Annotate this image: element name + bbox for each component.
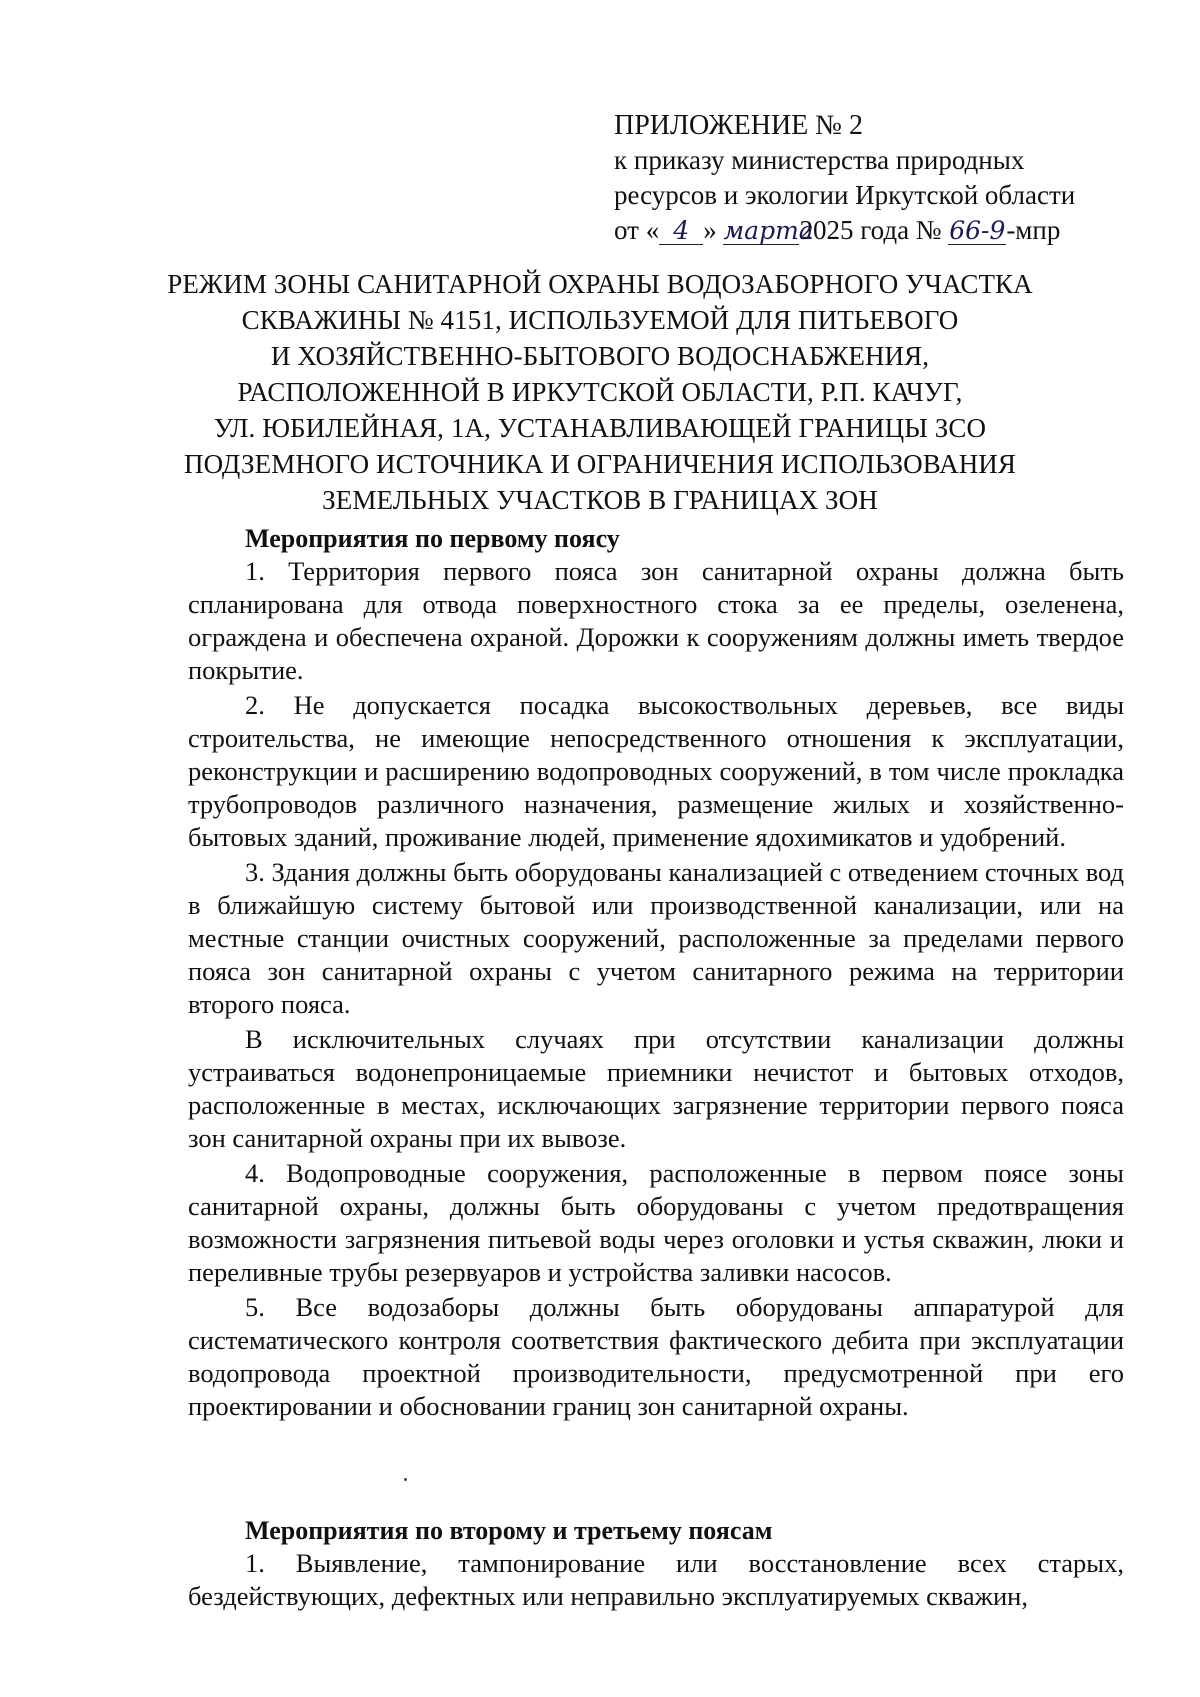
- appendix-line-2: ресурсов и экологии Иркутской области: [614, 180, 1076, 210]
- section-heading-second-third-zones: Мероприятия по второму и третьему поясам: [245, 1516, 773, 1545]
- handwritten-day: 4: [659, 218, 703, 245]
- appendix-header: [614, 108, 1134, 248]
- handwritten-order-number: 66-9: [949, 216, 1006, 245]
- paragraph: 1. Выявление, тампонирование или восстановление всех старых, бездействующих, дефектных или неправильно эксплуатируемых скважин,: [188, 1548, 1124, 1611]
- paragraph: 1. Территория первого пояса зон санитарной охраны должна быть спланирована для отвода поверхностного стока за ее пределы, озеленена, ограждена и обеспечена охраной. Дорожки к сооружениям должны иметь твердое покрытие.: [188, 556, 1124, 685]
- year-text: 2025 года №: [799, 215, 942, 245]
- handwritten-month: марта: [723, 216, 814, 245]
- title-line: И ХОЗЯЙСТВЕННО-БЫТОВОГО ВОДОСНАБЖЕНИЯ,: [270, 341, 930, 371]
- title-line: СКВАЖИНЫ № 4151, ИСПОЛЬЗУЕМОЙ ДЛЯ ПИТЬЕВОГО: [241, 305, 959, 335]
- date-mid: »: [703, 215, 717, 245]
- paragraph: 4. Водопроводные сооружения, расположенные в первом поясе зоны санитарной охраны, должны быть оборудованы с учетом предотвращения возможности загрязнения питьевой воды через оголовки и устья скважин, люки и переливные трубы резервуаров и устройства заливки насосов.: [188, 1158, 1124, 1287]
- section-body-second-third-zones: [188, 1547, 1124, 1613]
- scan-speck: [404, 1478, 407, 1481]
- date-prefix: от «: [614, 215, 660, 245]
- paragraph: 3. Здания должны быть оборудованы канализацией с отведением сточных вод в ближайшую систему бытовой или производственной канализации, или на местные станции очистных сооружений, расположенные за пределами первого пояса зон санитарной охраны с учетом санитарного режима на территории второго пояса.: [188, 857, 1124, 1019]
- paragraph: 5. Все водозаборы должны быть оборудованы аппаратурой для систематического контроля соответствия фактического дебита при эксплуатации водопровода проектной производительности, предусмотренной при его проектировании и обосновании границ зон санитарной охраны.: [188, 1292, 1124, 1421]
- title-line: РЕЖИМ ЗОНЫ САНИТАРНОЙ ОХРАНЫ ВОДОЗАБОРНОГО УЧАСТКА: [167, 269, 1033, 299]
- title-line: ПОДЗЕМНОГО ИСТОЧНИКА И ОГРАНИЧЕНИЯ ИСПОЛЬЗОВАНИЯ: [183, 449, 1017, 479]
- paragraph: В исключительных случаях при отсутствии канализации должны устраиваться водонепроницаемые приемники нечистот и бытовых отходов, расположенные в местах, исключающих загрязнение территории первого пояса зон санитарной охраны при их вывозе.: [188, 1024, 1124, 1153]
- number-suffix: -мпр: [1006, 215, 1061, 245]
- title-line: УЛ. ЮБИЛЕЙНАЯ, 1А, УСТАНАВЛИВАЮЩЕЙ ГРАНИЦЫ ЗСО: [213, 413, 987, 443]
- appendix-line-1: к приказу министерства природных: [614, 145, 1025, 175]
- title-line: ЗЕМЕЛЬНЫХ УЧАСТКОВ В ГРАНИЦАХ ЗОН: [322, 485, 878, 515]
- paragraph: 2. Не допускается посадка высокоствольных деревьев, все виды строительства, не имеющие непосредственного отношения к эксплуатации, реконструкции и расширению водопроводных сооружений, в том числе прокладка трубопроводов различного назначения, размещение жилых и хозяйственно-бытовых зданий, проживание людей, применение ядохимикатов и удобрений.: [188, 690, 1124, 852]
- section-body-first-zone: [188, 555, 1124, 1423]
- section-heading-first-zone: Мероприятия по первому поясу: [245, 524, 620, 553]
- appendix-title: ПРИЛОЖЕНИЕ № 2: [614, 110, 863, 141]
- document-title: [150, 266, 1050, 518]
- appendix-date-line: [614, 213, 1134, 248]
- title-line: РАСПОЛОЖЕННОЙ В ИРКУТСКОЙ ОБЛАСТИ, Р.П. КАЧУГ,: [237, 377, 963, 407]
